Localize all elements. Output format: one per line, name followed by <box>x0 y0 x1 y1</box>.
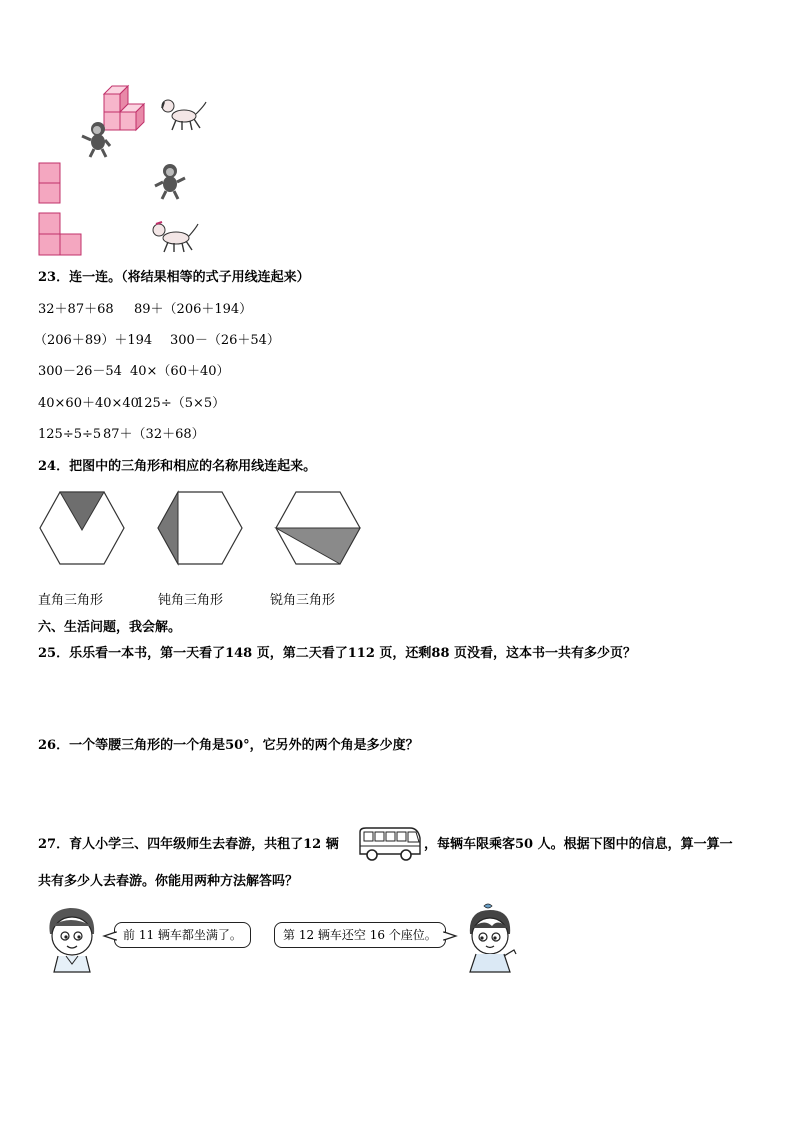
speech-bubble-right-text: 第 12 辆车还空 16 个座位。 <box>283 928 437 942</box>
section-6-title: 六、生活问题，我会解。 <box>38 620 182 635</box>
q23-right-1: 89＋（206＋194） <box>134 302 253 317</box>
label-obtuse-triangle: 钝角三角形 <box>158 593 224 608</box>
view-two-squares <box>38 162 62 206</box>
q26-text: 26．一个等腰三角形的一个角是50°，它另外的两个角是多少度？ <box>38 738 419 753</box>
hexagon-obtuse-triangle <box>156 490 244 566</box>
dog-icon <box>150 218 200 254</box>
boy-avatar <box>40 904 104 974</box>
q23-right-4: 125÷（5×5） <box>136 396 226 411</box>
hexagon-right-triangle <box>38 490 126 566</box>
q23-left-3: 300－26－54 <box>38 364 122 379</box>
speech-bubble-left-text: 前 11 辆车都坐满了。 <box>123 928 242 942</box>
speech-bubble-right <box>274 922 446 948</box>
girl-avatar <box>458 904 524 974</box>
q27-text-part2: ，每辆车限乘客50 人。根据下图中的信息，算一算一 <box>424 837 733 852</box>
bubble-tail-right <box>444 930 456 942</box>
view-l-shape <box>38 212 84 258</box>
monkey-icon <box>78 120 114 158</box>
label-acute-triangle: 锐角三角形 <box>270 593 336 608</box>
q25-text: 25．乐乐看一本书，第一天看了148 页，第二天看了112 页，还剩88 页没看，这本书一共有多少页？ <box>38 646 637 661</box>
dog-icon <box>160 96 208 132</box>
speech-bubble-left <box>114 922 251 948</box>
q23-title: 23．连一连。（将结果相等的式子用线连起来） <box>38 270 310 285</box>
bus-icon <box>356 824 422 864</box>
q27-text-part1: 27．育人小学三、四年级师生去春游，共租了12 辆 <box>38 837 339 852</box>
hexagon-acute-triangle <box>274 490 362 566</box>
q23-left-5: 125÷5÷5 <box>38 427 102 442</box>
label-right-triangle: 直角三角形 <box>38 593 104 608</box>
bubble-tail-left <box>104 930 116 942</box>
q23-left-4: 40×60＋40×40 <box>38 396 139 411</box>
q24-title: 24．把图中的三角形和相应的名称用线连起来。 <box>38 459 317 474</box>
q27-text-line2: 共有多少人去春游。你能用两种方法解答吗？ <box>38 874 299 889</box>
q23-right-5: 87＋（32＋68） <box>103 427 205 442</box>
q23-right-2: 300－（26＋54） <box>170 333 280 348</box>
monkey-icon <box>152 162 188 200</box>
q23-left-2: （206＋89）＋194 <box>34 333 153 348</box>
q23-left-1: 32＋87＋68 <box>38 302 114 317</box>
q23-right-3: 40×（60＋40） <box>130 364 230 379</box>
